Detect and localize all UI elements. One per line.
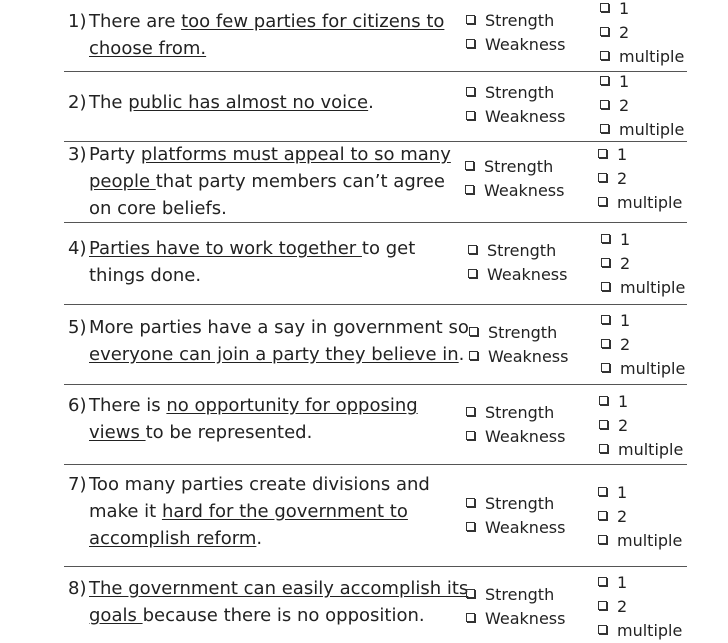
option-2[interactable] xyxy=(600,21,684,45)
question-text-block xyxy=(68,141,451,222)
question-text: More parties have a say in government so xyxy=(89,317,469,338)
question-line xyxy=(68,575,468,602)
option-strength[interactable] xyxy=(469,321,568,345)
option-1[interactable] xyxy=(598,143,682,167)
question-text: things done. xyxy=(89,265,202,286)
checkbox[interactable] xyxy=(598,487,607,496)
checkbox[interactable] xyxy=(601,282,610,291)
checkbox[interactable] xyxy=(466,111,475,120)
row-divider xyxy=(64,222,687,223)
question-line xyxy=(68,35,444,62)
question-text: There are xyxy=(89,11,182,32)
option-weakness[interactable] xyxy=(468,263,567,287)
question-line xyxy=(68,168,451,195)
option-label: Weakness xyxy=(484,181,565,200)
option-label: 2 xyxy=(619,96,630,115)
option-label: 1 xyxy=(620,311,631,330)
row-divider xyxy=(64,304,687,305)
checkbox[interactable] xyxy=(601,234,610,243)
option-label: Weakness xyxy=(488,347,569,366)
question-text-block xyxy=(68,575,468,629)
question-text: The xyxy=(89,92,129,113)
option-label: multiple xyxy=(617,193,683,212)
checkbox[interactable] xyxy=(600,3,609,12)
question-text-block xyxy=(68,392,418,446)
option-label: Strength xyxy=(485,83,555,102)
question-number: 1) xyxy=(68,11,87,32)
checkbox[interactable] xyxy=(598,197,607,206)
checkbox[interactable] xyxy=(466,15,475,24)
option-label: Strength xyxy=(484,157,554,176)
option-label: 1 xyxy=(619,72,630,91)
checkbox[interactable] xyxy=(466,39,475,48)
count-options xyxy=(598,143,682,215)
strength-weakness-options xyxy=(466,492,565,540)
option-1[interactable] xyxy=(600,0,684,21)
count-options xyxy=(600,70,684,142)
underlined-key-phrase: The government can easily accomplish its xyxy=(89,578,469,599)
option-multiple[interactable] xyxy=(598,529,682,553)
question-text: Party xyxy=(89,144,141,165)
option-2[interactable] xyxy=(598,595,682,619)
option-weakness[interactable] xyxy=(466,33,565,57)
checkbox[interactable] xyxy=(466,407,475,416)
row-divider xyxy=(64,566,687,567)
option-1[interactable] xyxy=(598,571,682,595)
checkbox[interactable] xyxy=(466,589,475,598)
option-label: Strength xyxy=(488,323,558,342)
option-strength[interactable] xyxy=(465,155,564,179)
question-text-block xyxy=(68,314,469,368)
question-text: There is xyxy=(89,395,167,416)
checkbox[interactable] xyxy=(599,420,608,429)
option-label: multiple xyxy=(618,440,684,459)
option-multiple[interactable] xyxy=(598,619,682,643)
question-text: make it xyxy=(89,501,162,522)
option-2[interactable] xyxy=(598,167,682,191)
question-text: to get xyxy=(361,238,416,259)
underlined-key-phrase: choose from. xyxy=(89,38,207,59)
checkbox[interactable] xyxy=(600,27,609,36)
option-label: multiple xyxy=(619,47,685,66)
strength-weakness-options xyxy=(466,583,565,631)
option-label: 1 xyxy=(617,145,628,164)
question-number: 2) xyxy=(68,92,87,113)
option-label: 2 xyxy=(620,335,631,354)
question-text: on core beliefs. xyxy=(89,198,227,219)
question-text: . xyxy=(368,92,374,113)
question-text-block xyxy=(68,8,444,62)
option-label: Strength xyxy=(485,403,555,422)
checkbox[interactable] xyxy=(600,76,609,85)
option-strength[interactable] xyxy=(466,9,565,33)
option-1[interactable] xyxy=(600,70,684,94)
checkbox[interactable] xyxy=(468,245,477,254)
option-label: Weakness xyxy=(485,609,566,628)
question-number: 7) xyxy=(68,474,87,495)
underlined-key-phrase: goals xyxy=(89,605,143,626)
checkbox[interactable] xyxy=(598,511,607,520)
option-weakness[interactable] xyxy=(466,607,565,631)
option-multiple[interactable] xyxy=(600,118,684,142)
option-label: 2 xyxy=(617,597,628,616)
checkbox[interactable] xyxy=(601,339,610,348)
option-label: multiple xyxy=(617,531,683,550)
option-2[interactable] xyxy=(600,94,684,118)
question-line xyxy=(68,392,418,419)
strength-weakness-options xyxy=(468,239,567,287)
strength-weakness-options xyxy=(466,401,565,449)
underlined-key-phrase: public has almost no voice xyxy=(128,92,369,113)
row-divider xyxy=(64,71,687,72)
option-label: Weakness xyxy=(485,107,566,126)
question-text: . xyxy=(458,344,465,365)
question-line xyxy=(68,195,451,222)
checkbox[interactable] xyxy=(600,124,609,133)
option-2[interactable] xyxy=(599,414,683,438)
question-number: 4) xyxy=(68,238,87,259)
count-options xyxy=(598,481,682,553)
option-label: multiple xyxy=(620,278,686,297)
option-label: 1 xyxy=(618,392,629,411)
checkbox[interactable] xyxy=(466,522,475,531)
option-label: 2 xyxy=(618,416,629,435)
checkbox[interactable] xyxy=(469,327,478,336)
checkbox[interactable] xyxy=(466,431,475,440)
option-label: multiple xyxy=(620,359,686,378)
option-label: 1 xyxy=(619,0,630,18)
checkbox[interactable] xyxy=(466,613,475,622)
checkbox[interactable] xyxy=(601,363,610,372)
checkbox[interactable] xyxy=(601,258,610,267)
row-divider xyxy=(64,464,687,465)
option-1[interactable] xyxy=(599,390,683,414)
count-options xyxy=(599,390,683,462)
option-label: 2 xyxy=(620,254,631,273)
option-strength[interactable] xyxy=(466,401,565,425)
option-label: Weakness xyxy=(485,427,566,446)
question-text-block xyxy=(68,471,430,552)
option-strength[interactable] xyxy=(468,239,567,263)
question-line xyxy=(68,8,444,35)
option-weakness[interactable] xyxy=(466,425,565,449)
question-text: . xyxy=(256,528,263,549)
checkbox[interactable] xyxy=(466,87,475,96)
count-options xyxy=(600,0,684,69)
option-label: 2 xyxy=(619,23,630,42)
checkbox[interactable] xyxy=(599,396,608,405)
question-text: to be represented. xyxy=(145,422,313,443)
option-label: Strength xyxy=(485,11,555,30)
option-multiple[interactable] xyxy=(601,276,685,300)
checkbox[interactable] xyxy=(600,51,609,60)
checkbox[interactable] xyxy=(598,173,607,182)
question-text-block xyxy=(68,89,374,116)
underlined-key-phrase: platforms must appeal to so many xyxy=(140,144,451,165)
checkbox[interactable] xyxy=(599,444,608,453)
underlined-key-phrase: everyone can join a party they believe in xyxy=(89,344,459,365)
option-label: Strength xyxy=(487,241,557,260)
question-text: Too many parties create divisions and xyxy=(89,474,430,495)
option-label: multiple xyxy=(619,120,685,139)
question-number: 5) xyxy=(68,317,87,338)
option-strength[interactable] xyxy=(466,583,565,607)
underlined-key-phrase: no opportunity for opposing xyxy=(166,395,418,416)
checkbox[interactable] xyxy=(600,100,609,109)
question-line xyxy=(68,498,430,525)
question-line xyxy=(68,602,468,629)
option-multiple[interactable] xyxy=(600,45,684,69)
question-text-block xyxy=(68,235,415,289)
option-label: Weakness xyxy=(487,265,568,284)
option-label: multiple xyxy=(617,621,683,640)
option-1[interactable] xyxy=(598,481,682,505)
question-number: 6) xyxy=(68,395,87,416)
underlined-key-phrase: views xyxy=(89,422,146,443)
option-weakness[interactable] xyxy=(469,345,568,369)
option-multiple[interactable] xyxy=(601,357,685,381)
question-line xyxy=(68,89,374,116)
option-2[interactable] xyxy=(598,505,682,529)
option-label: Weakness xyxy=(485,35,566,54)
option-label: 1 xyxy=(617,573,628,592)
question-text: because there is no opposition. xyxy=(142,605,425,626)
question-line xyxy=(68,419,418,446)
checkbox[interactable] xyxy=(469,351,478,360)
question-line xyxy=(68,525,430,552)
question-number: 8) xyxy=(68,578,87,599)
option-label: 1 xyxy=(617,483,628,502)
option-label: 2 xyxy=(617,169,628,188)
question-line xyxy=(68,471,430,498)
checkbox[interactable] xyxy=(598,149,607,158)
question-line xyxy=(68,141,451,168)
underlined-key-phrase: people xyxy=(89,171,156,192)
row-divider xyxy=(64,141,687,142)
option-weakness[interactable] xyxy=(465,179,564,203)
checkbox[interactable] xyxy=(601,315,610,324)
option-1[interactable] xyxy=(601,228,685,252)
question-line xyxy=(68,262,415,289)
option-label: 2 xyxy=(617,507,628,526)
question-line xyxy=(68,314,469,341)
option-2[interactable] xyxy=(601,252,685,276)
option-label: Weakness xyxy=(485,518,566,537)
underlined-key-phrase: too few parties for citizens to xyxy=(181,11,445,32)
question-line xyxy=(68,235,415,262)
question-line xyxy=(68,341,469,368)
option-multiple[interactable] xyxy=(599,438,683,462)
option-label: Strength xyxy=(485,585,555,604)
count-options xyxy=(601,228,685,300)
option-strength[interactable] xyxy=(466,492,565,516)
option-strength[interactable] xyxy=(466,81,565,105)
row-divider xyxy=(64,384,687,385)
option-weakness[interactable] xyxy=(466,516,565,540)
count-options xyxy=(601,309,685,381)
checkbox[interactable] xyxy=(468,269,477,278)
strength-weakness-options xyxy=(466,81,565,129)
strength-weakness-options xyxy=(466,9,565,57)
checkbox[interactable] xyxy=(598,577,607,586)
checkbox[interactable] xyxy=(598,601,607,610)
underlined-key-phrase: Parties have to work together xyxy=(89,238,362,259)
option-1[interactable] xyxy=(601,309,685,333)
question-text: that party members can’t agree xyxy=(155,171,445,192)
option-label: Strength xyxy=(485,494,555,513)
option-label: 1 xyxy=(620,230,631,249)
checkbox[interactable] xyxy=(466,498,475,507)
option-2[interactable] xyxy=(601,333,685,357)
option-weakness[interactable] xyxy=(466,105,565,129)
checkbox[interactable] xyxy=(598,535,607,544)
option-multiple[interactable] xyxy=(598,191,682,215)
checkbox[interactable] xyxy=(465,185,474,194)
strength-weakness-options xyxy=(465,155,564,203)
question-number: 3) xyxy=(68,144,87,165)
underlined-key-phrase: hard for the government to xyxy=(161,501,408,522)
strength-weakness-options xyxy=(469,321,568,369)
checkbox[interactable] xyxy=(465,161,474,170)
underlined-key-phrase: accomplish reform xyxy=(89,528,257,549)
count-options xyxy=(598,571,682,643)
